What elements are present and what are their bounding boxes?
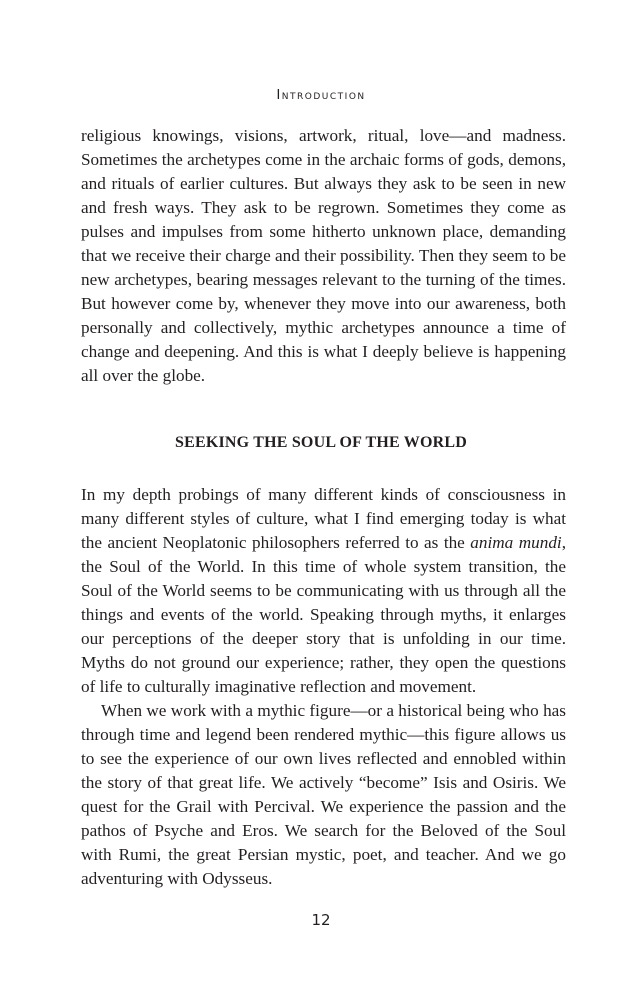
text-block-top: [81, 124, 566, 388]
paragraph-3: When we work with a mythic figure—or a historical being who has through time and legend been rendered mythic—this figure allows us to see the experience of our own lives reflected and ennobled within the story of that great life. We actively “become” Isis and Osiris. We quest for the Grail with Percival. We experience the passion and the pathos of Psyche and Eros. We search for the Beloved of the Soul with Rumi, the great Persian mystic, poet, and teacher. And we go adventuring with Odysseus.: [81, 701, 566, 888]
section-heading: SEEKING THE SOUL OF THE WORLD: [175, 434, 467, 451]
running-head: Introduction: [276, 87, 366, 103]
page-number: 12: [311, 911, 331, 929]
text-block-bottom: [81, 483, 566, 891]
anima-mundi-term: anima mundi: [470, 533, 562, 552]
paragraph-2: [81, 483, 566, 699]
paragraph-2-text-b: , the Soul of the World. In this time of whole system transition, the Soul of the World seems to be communicating with us through all the things and events of the world. Speaking through myths, it enlarges our perceptions of the deeper story that is unfolding in our time. Myths do not ground our experience; rather, they open the questions of life to culturally imaginative reflection and movement.: [81, 533, 567, 696]
paragraph-1: religious knowings, visions, artwork, ritual, love—and madness. Sometimes the archetypes come in the archaic forms of gods, demons, and rituals of earlier cultures. But always they ask to be seen in new and fresh ways. They ask to be regrown. Sometimes they come as pulses and impulses from some hitherto unknown place, demanding that we receive their charge and their possibility. Then they seem to be new archetypes, bearing messages relevant to the turning of the times. But however come by, whenever they move into our awareness, both personally and collectively, mythic archetypes announce a time of change and deepening. And this is what I deeply believe is happening all over the globe.: [81, 126, 566, 385]
paragraph-2-text-a: In my depth probings of many different kinds of consciousness in many different styles of culture, what I find emerging today is what the ancient Neoplatonic philosophers referred to as the: [81, 485, 566, 552]
